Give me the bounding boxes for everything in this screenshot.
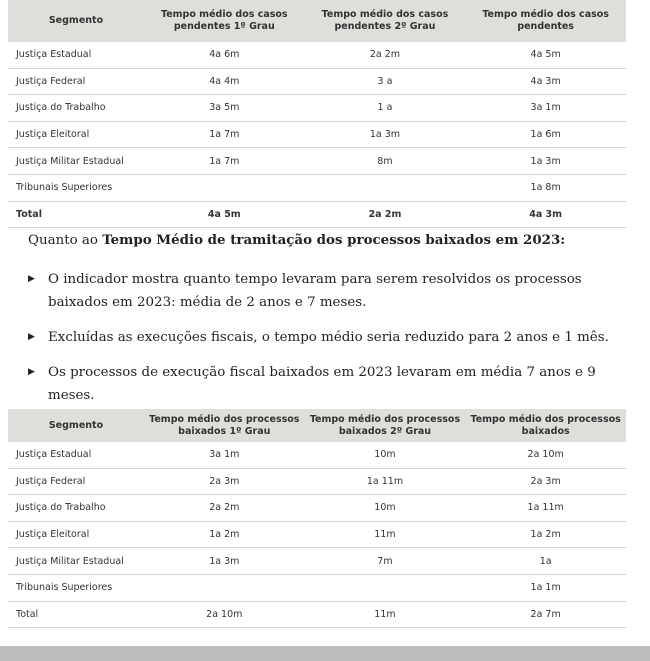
cell-value: 4a 4m xyxy=(144,68,305,95)
bullet-triangle-icon: ▶ xyxy=(28,367,35,377)
cell-segment: Total xyxy=(8,201,144,228)
table-row xyxy=(8,42,626,68)
cell-value: 1 a xyxy=(305,95,466,122)
cell-value: 3a 5m xyxy=(144,95,305,122)
cell-segment: Justiça Militar Estadual xyxy=(8,548,144,575)
cell-value: 4a 5m xyxy=(144,201,305,228)
cell-value: 1a 11m xyxy=(465,495,626,522)
cell-value: 2a 3m xyxy=(465,468,626,495)
cell-value: 1a 1m xyxy=(465,574,626,601)
cell-segment: Justiça do Trabalho xyxy=(8,495,144,522)
table-row xyxy=(8,521,626,548)
cell-value: 4a 3m xyxy=(465,68,626,95)
cell-value: 11m xyxy=(305,601,466,628)
cell-segment: Justiça Estadual xyxy=(8,442,144,468)
table-row xyxy=(8,574,626,601)
header-pendentes-total: Tempo médio dos casos pendentes xyxy=(465,0,626,42)
cell-segment: Justiça Militar Estadual xyxy=(8,148,144,175)
cell-value xyxy=(305,574,466,601)
cell-segment: Justiça Eleitoral xyxy=(8,521,144,548)
list-item-text: O indicador mostra quanto tempo levaram para serem resolvidos os processos baixados em 2023: média de 2 anos e 7 meses. xyxy=(48,272,582,310)
table-row xyxy=(8,174,626,201)
cell-value: 4a 5m xyxy=(465,42,626,68)
cell-value: 7m xyxy=(305,548,466,575)
cell-value: 10m xyxy=(305,442,466,468)
table-total-row xyxy=(8,201,626,228)
cell-value: 2a 2m xyxy=(305,42,466,68)
header-baixados-total: Tempo médio dos processos baixados xyxy=(465,409,626,442)
bullet-triangle-icon: ▶ xyxy=(28,274,35,284)
cell-value: 3 a xyxy=(305,68,466,95)
table-row xyxy=(8,442,626,468)
cell-value: 4a 6m xyxy=(144,42,305,68)
cell-value: 2a 10m xyxy=(144,601,305,628)
cell-value: 1a xyxy=(465,548,626,575)
cell-value: 1a 3m xyxy=(144,548,305,575)
table-total-row xyxy=(8,601,626,628)
list-item-text: Excluídas as execuções fiscais, o tempo médio seria reduzido para 2 anos e 1 mês. xyxy=(48,330,609,345)
cell-segment: Justiça Estadual xyxy=(8,42,144,68)
cell-value: 1a 7m xyxy=(144,121,305,148)
cell-segment: Justiça Eleitoral xyxy=(8,121,144,148)
cell-value: 3a 1m xyxy=(465,95,626,122)
cell-segment: Tribunais Superiores xyxy=(8,174,144,201)
cell-value xyxy=(305,174,466,201)
table-header-row xyxy=(8,409,626,442)
resolved-cases-table xyxy=(8,409,626,628)
table-row xyxy=(8,68,626,95)
cell-value: 10m xyxy=(305,495,466,522)
cell-value: 11m xyxy=(305,521,466,548)
cell-value: 1a 7m xyxy=(144,148,305,175)
cell-value xyxy=(144,174,305,201)
cell-value: 2a 10m xyxy=(465,442,626,468)
header-segmento: Segmento xyxy=(8,0,144,42)
cell-value: 2a 7m xyxy=(465,601,626,628)
table-row xyxy=(8,95,626,122)
header-pendentes-2-grau: Tempo médio dos casos pendentes 2º Grau xyxy=(305,0,466,42)
header-segmento: Segmento xyxy=(8,409,144,442)
cell-value: 1a 3m xyxy=(465,148,626,175)
intro-bold-heading: Tempo Médio de tramitação dos processos baixados em 2023: xyxy=(102,232,566,248)
header-pendentes-1-grau: Tempo médio dos casos pendentes 1º Grau xyxy=(144,0,305,42)
cell-value: 4a 3m xyxy=(465,201,626,228)
cell-value: 8m xyxy=(305,148,466,175)
cell-segment: Justiça Federal xyxy=(8,68,144,95)
table-row xyxy=(8,468,626,495)
cell-value: 2a 2m xyxy=(305,201,466,228)
cell-value xyxy=(144,574,305,601)
cell-value: 2a 2m xyxy=(144,495,305,522)
table-header-row xyxy=(8,0,626,42)
list-item-text: Os processos de execução fiscal baixados em 2023 levaram em média 7 anos e 9 meses. xyxy=(48,365,596,403)
cell-value: 1a 2m xyxy=(144,521,305,548)
bullet-triangle-icon: ▶ xyxy=(28,332,35,342)
cell-segment: Tribunais Superiores xyxy=(8,574,144,601)
table-row xyxy=(8,121,626,148)
table-row xyxy=(8,148,626,175)
cell-segment: Total xyxy=(8,601,144,628)
intro-prefix: Quanto ao xyxy=(28,233,103,248)
intro-paragraph xyxy=(28,232,628,248)
cell-segment: Justiça do Trabalho xyxy=(8,95,144,122)
list-item xyxy=(28,326,628,349)
table-row xyxy=(8,548,626,575)
cell-value: 1a 2m xyxy=(465,521,626,548)
cell-value: 2a 3m xyxy=(144,468,305,495)
list-item xyxy=(28,361,628,407)
header-baixados-1-grau: Tempo médio dos processos baixados 1º Grau xyxy=(144,409,305,442)
cell-value: 1a 3m xyxy=(305,121,466,148)
cell-value: 1a 6m xyxy=(465,121,626,148)
cell-value: 3a 1m xyxy=(144,442,305,468)
cell-value: 1a 8m xyxy=(465,174,626,201)
footer-bar xyxy=(0,646,650,661)
list-item xyxy=(28,268,628,314)
cell-segment: Justiça Federal xyxy=(8,468,144,495)
table-row xyxy=(8,495,626,522)
pending-cases-table xyxy=(8,0,626,228)
bullet-list xyxy=(28,268,628,407)
cell-value: 1a 11m xyxy=(305,468,466,495)
header-baixados-2-grau: Tempo médio dos processos baixados 2º Grau xyxy=(305,409,466,442)
